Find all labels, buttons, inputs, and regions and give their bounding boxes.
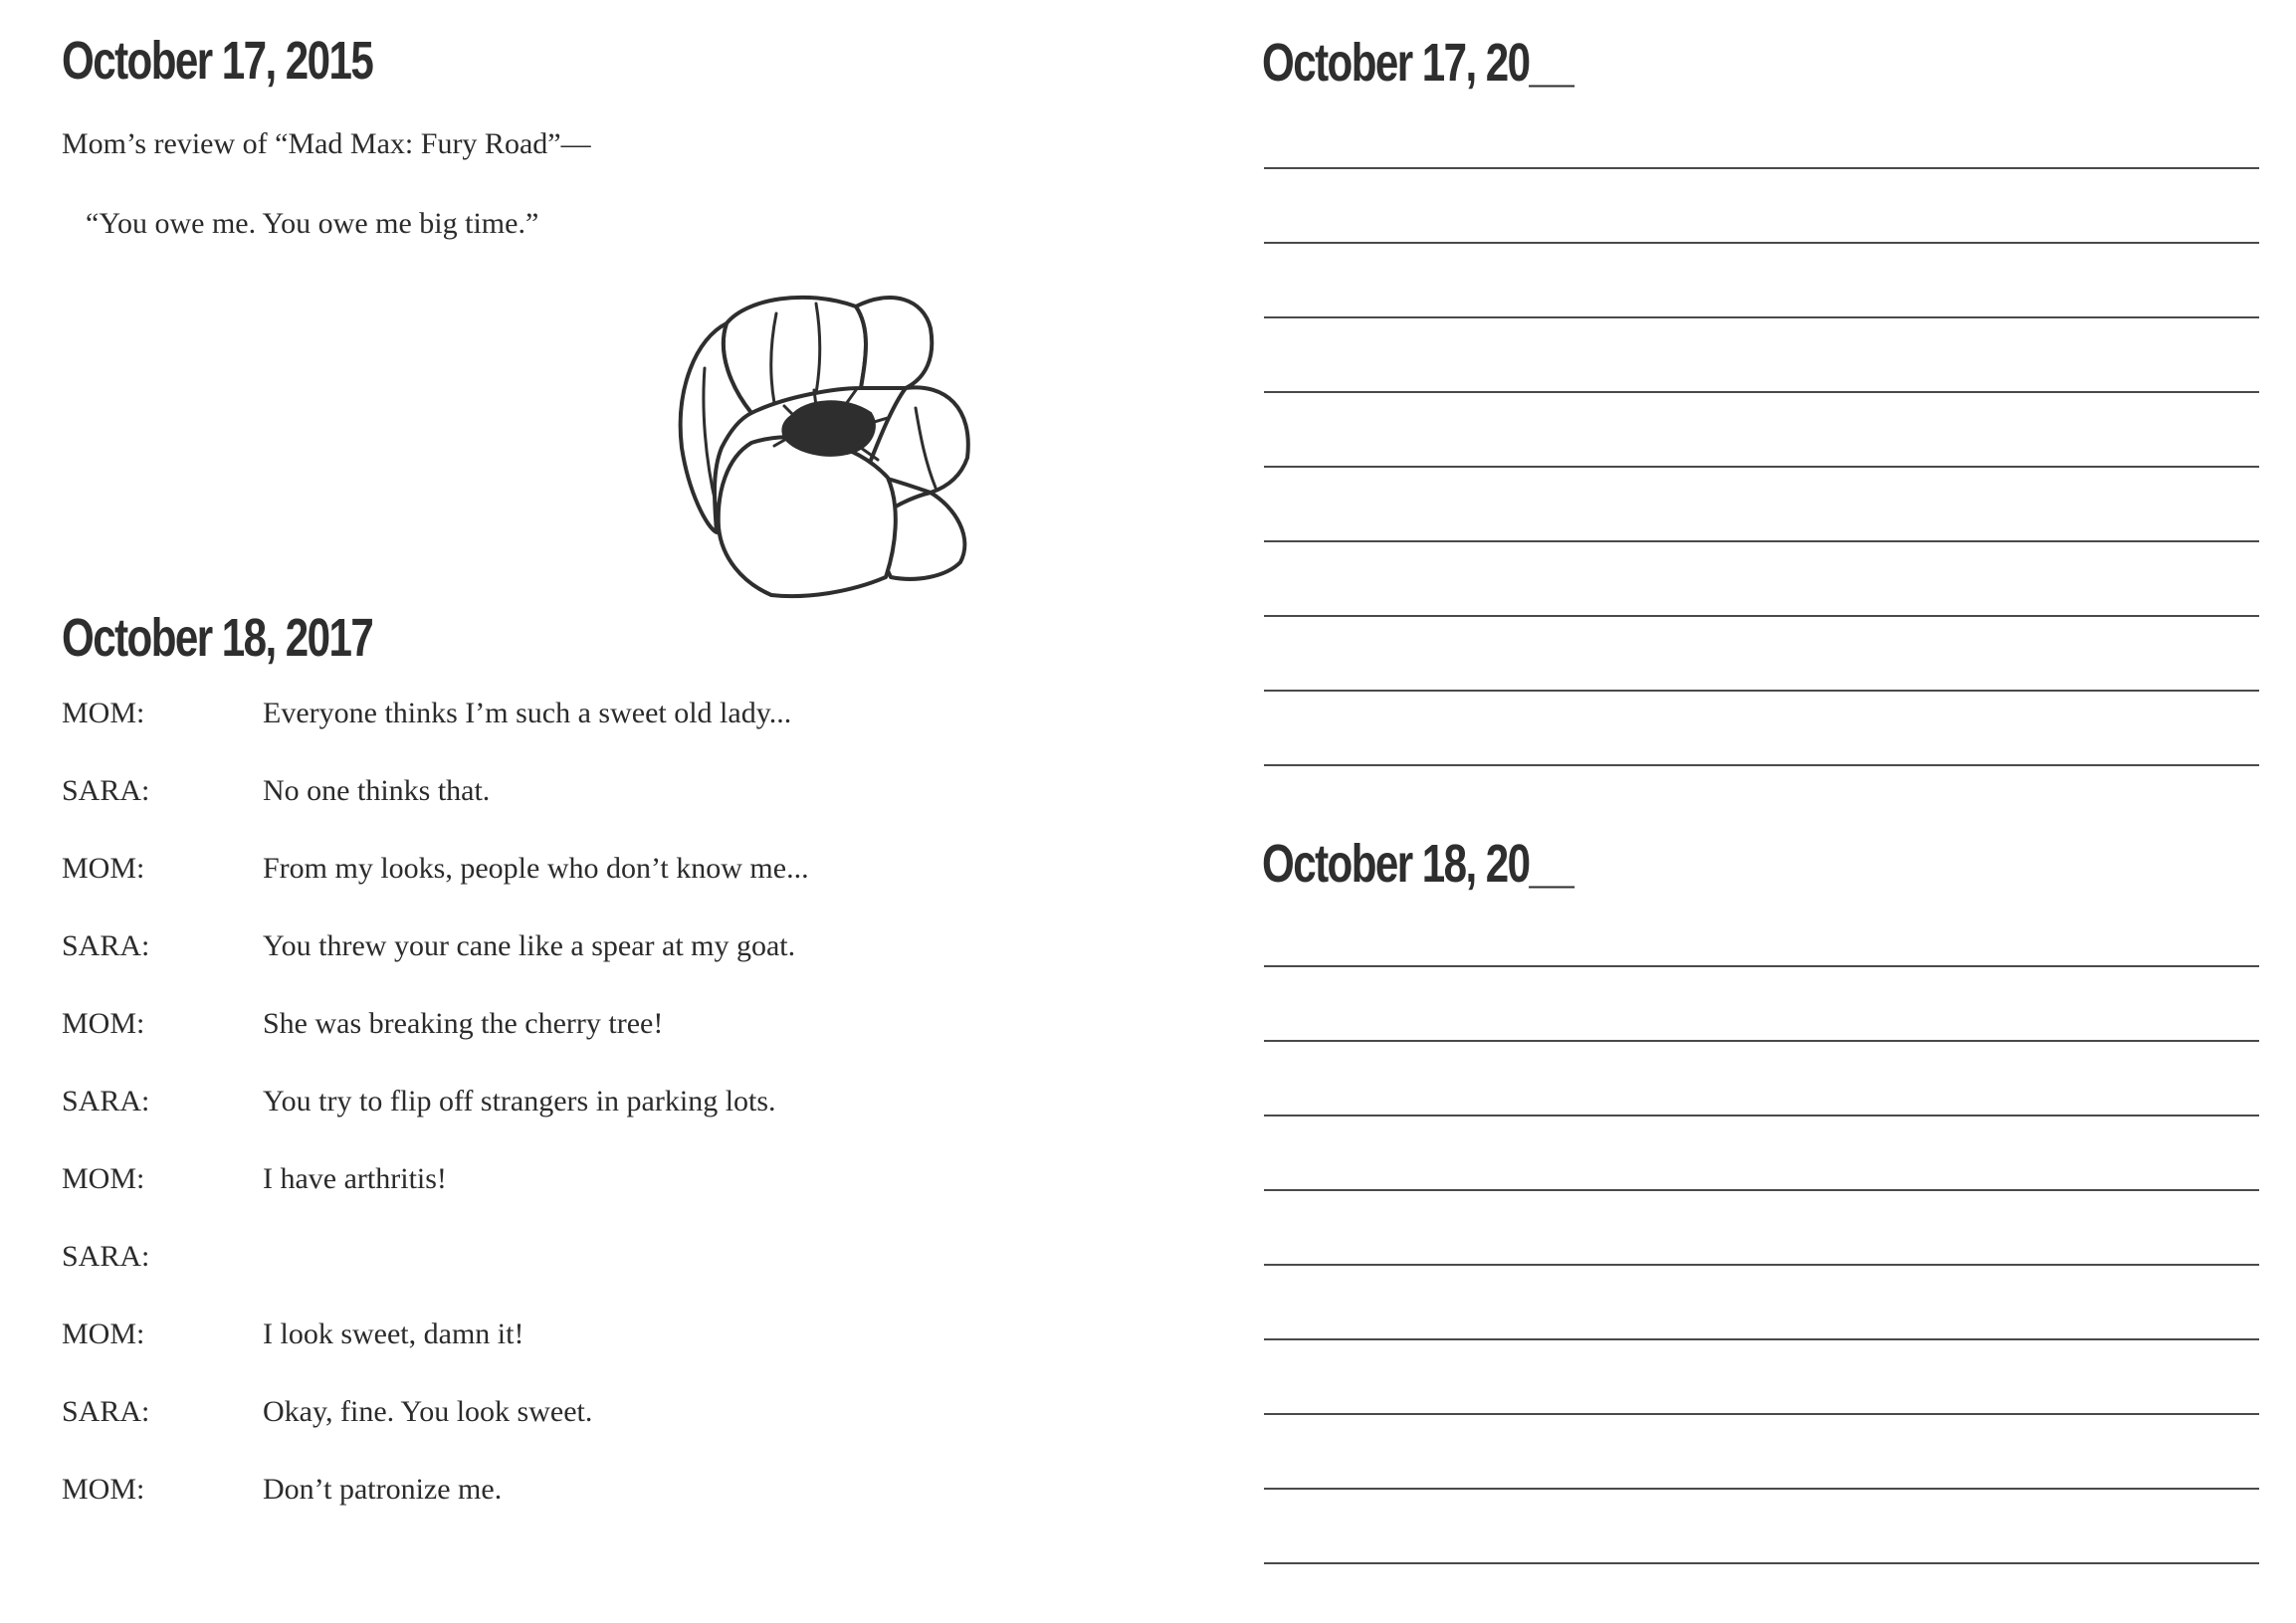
writing-line[interactable] — [1264, 244, 2259, 318]
dialogue-line: From my looks, people who don’t know me... — [263, 852, 809, 885]
writing-area-1[interactable] — [1264, 95, 2259, 766]
speaker: SARA: — [62, 1085, 150, 1117]
flower-illustration — [657, 279, 975, 607]
writing-line[interactable] — [1264, 468, 2259, 542]
writing-line[interactable] — [1264, 1340, 2259, 1415]
speaker: SARA: — [62, 929, 150, 962]
writing-line[interactable] — [1264, 393, 2259, 468]
dialogue-row — [62, 1473, 1156, 1550]
writing-line[interactable] — [1264, 95, 2259, 169]
speaker: MOM: — [62, 1318, 145, 1350]
dialogue-line: Don’t patronize me. — [263, 1473, 503, 1506]
dialogue-row — [62, 774, 1156, 852]
dialogue-line: I have arthritis! — [263, 1162, 447, 1195]
right-page — [1194, 0, 2296, 1623]
speaker: MOM: — [62, 697, 145, 729]
writing-line[interactable] — [1264, 318, 2259, 393]
speaker: MOM: — [62, 1162, 145, 1195]
dialogue-row — [62, 1318, 1156, 1395]
speaker: SARA: — [62, 774, 150, 807]
speaker: MOM: — [62, 852, 145, 885]
writing-line[interactable] — [1264, 617, 2259, 692]
dialogue-row — [62, 929, 1156, 1007]
speaker: SARA: — [62, 1395, 150, 1428]
writing-line[interactable] — [1264, 1490, 2259, 1564]
writing-line[interactable] — [1264, 1116, 2259, 1191]
writing-line[interactable] — [1264, 893, 2259, 967]
dialogue-row — [62, 1395, 1156, 1473]
dialogue-row — [62, 852, 1156, 929]
speaker: SARA: — [62, 1240, 150, 1273]
prompt-date-2: October 18, 20__ — [1262, 834, 1573, 894]
dialogue-row — [62, 697, 1156, 774]
dialogue-row — [62, 1162, 1156, 1240]
dialogue-line: I look sweet, damn it! — [263, 1318, 524, 1350]
entry-date-2015: October 17, 2015 — [62, 31, 373, 91]
writing-line[interactable] — [1264, 692, 2259, 766]
dialogue-line: Okay, fine. You look sweet. — [263, 1395, 593, 1428]
entry-intro: Mom’s review of “Mad Max: Fury Road”— — [62, 127, 591, 160]
speaker: MOM: — [62, 1473, 145, 1506]
dialogue-line: No one thinks that. — [263, 774, 491, 807]
dialogue-row — [62, 1240, 1156, 1318]
writing-line[interactable] — [1264, 967, 2259, 1042]
prompt-date-1: October 17, 20__ — [1262, 33, 1573, 93]
dialogue-line: She was breaking the cherry tree! — [263, 1007, 664, 1040]
dialogue-line: You try to flip off strangers in parking lots. — [263, 1085, 776, 1117]
writing-line[interactable] — [1264, 542, 2259, 617]
entry-quote: “You owe me. You owe me big time.” — [86, 207, 539, 240]
entry-date-2017: October 18, 2017 — [62, 608, 373, 668]
writing-line[interactable] — [1264, 1266, 2259, 1340]
writing-area-2[interactable] — [1264, 893, 2259, 1564]
dialogue-row — [62, 1007, 1156, 1085]
dialogue — [62, 697, 1156, 1550]
writing-line[interactable] — [1264, 1191, 2259, 1266]
writing-line[interactable] — [1264, 1415, 2259, 1490]
dialogue-line: You threw your cane like a spear at my goat. — [263, 929, 796, 962]
dialogue-line: Everyone thinks I’m such a sweet old lady... — [263, 697, 792, 729]
writing-line[interactable] — [1264, 169, 2259, 244]
speaker: MOM: — [62, 1007, 145, 1040]
dialogue-row — [62, 1085, 1156, 1162]
writing-line[interactable] — [1264, 1042, 2259, 1116]
